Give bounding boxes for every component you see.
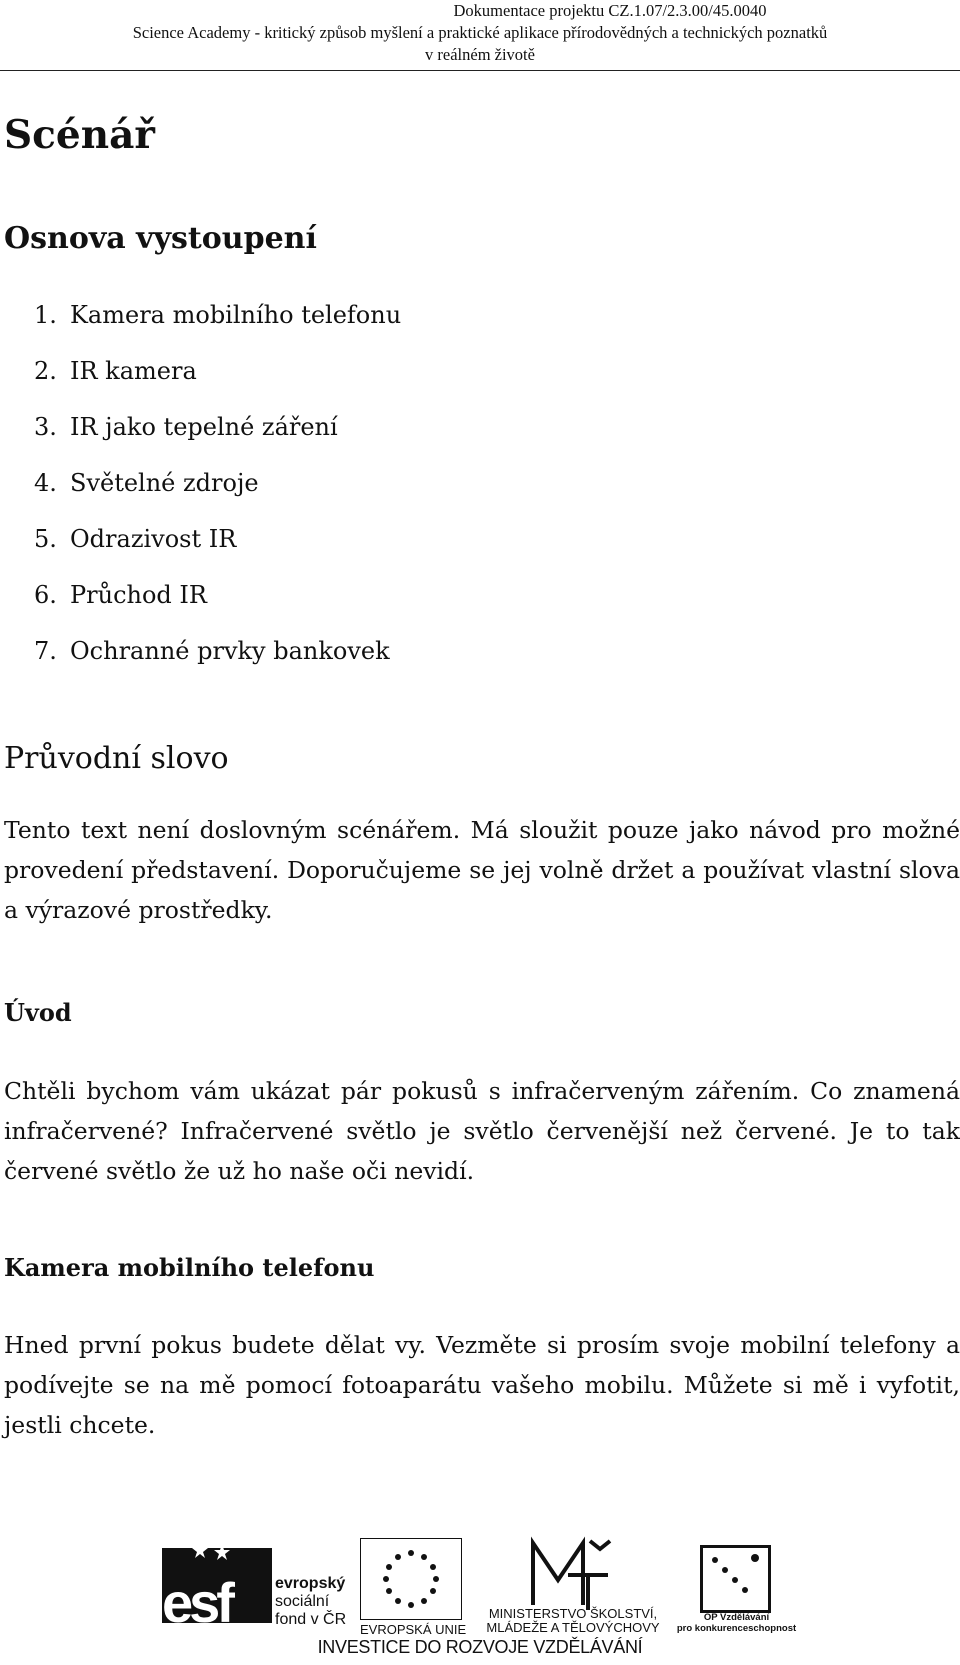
list-item <box>34 580 401 636</box>
op-caption-line: OP Vzdělávání <box>703 1612 770 1623</box>
camera-heading: Kamera mobilního telefonu <box>4 1253 375 1282</box>
intro-heading: Úvod <box>4 998 72 1027</box>
list-item <box>34 468 401 524</box>
list-item-label: Ochranné prvky bankovek <box>70 637 390 665</box>
commentary-paragraph: Tento text není doslovným scénářem. Má sloužit pouze jako návod pro možné provedení představení. Doporučujeme se jej volně držet a používat vlastní slova a výrazové prostředky. <box>4 816 960 924</box>
list-item-number: 1. <box>34 301 57 329</box>
msmt-caption <box>478 1607 668 1635</box>
list-item <box>34 636 401 692</box>
intro-paragraph: Chtěli bychom vám ukázat pár pokusů s infračerveným zářením. Co znamená infračervené? Infračervené světlo je světlo červenější než červené. Je to tak červené světlo že už ho naše oči nevidí. <box>4 1077 960 1185</box>
op-caption-line: pro konkurenceschopnost <box>676 1623 797 1634</box>
camera-paragraph: Hned první pokus budete dělat vy. Vezměte si prosím svoje mobilní telefony a podívejte se na mě pomocí fotoaparátu vašeho mobilu. Můžete si mě i vyfotit, jestli chcete. <box>4 1331 960 1439</box>
eu-flag-logo <box>360 1538 462 1620</box>
list-item-number: 6. <box>34 581 57 609</box>
header-project-id: Dokumentace projektu CZ.1.07/2.3.00/45.0040 <box>453 1 767 20</box>
list-item-number: 4. <box>34 469 57 497</box>
outline-heading: Osnova vystoupení <box>4 221 317 256</box>
list-item-label: Světelné zdroje <box>70 469 259 497</box>
list-item-label: Odrazivost IR <box>70 525 237 553</box>
header-project-title-cont: v reálném životě <box>425 45 535 64</box>
list-item <box>34 524 401 580</box>
esf-caption-line: fond v ČR <box>275 1611 347 1628</box>
list-item <box>34 300 401 356</box>
esf-caption-line: sociální <box>275 1593 330 1610</box>
esf-logo-text: esf <box>162 1571 231 1634</box>
outline-list <box>34 300 401 692</box>
list-item-label: Průchod IR <box>70 581 207 609</box>
page-title: Scénář <box>4 112 155 158</box>
list-item-number: 7. <box>34 637 57 665</box>
list-item-number: 2. <box>34 357 57 385</box>
list-item-label: IR jako tepelné záření <box>70 413 338 441</box>
list-item <box>34 412 401 468</box>
list-item <box>34 356 401 412</box>
op-dots-icon <box>703 1548 768 1610</box>
header-rule <box>0 70 960 71</box>
msmt-caption-line: MLÁDEŽE A TĚLOVÝCHOVY <box>486 1620 660 1635</box>
msmt-caption-line: MINISTERSTVO ŠKOLSTVÍ, <box>488 1606 658 1621</box>
star-icon <box>190 1540 250 1570</box>
list-item-number: 5. <box>34 525 57 553</box>
esf-caption <box>275 1575 346 1629</box>
header-project-title: Science Academy - kritický způsob myšlení a praktické aplikace přírodovědných a technických poznatků <box>132 23 828 42</box>
list-item-label: Kamera mobilního telefonu <box>70 301 402 329</box>
footer-slogan: INVESTICE DO ROZVOJE VZDĚLÁVÁNÍ <box>317 1637 643 1657</box>
list-item-label: IR kamera <box>70 357 197 385</box>
esf-caption-line: evropský <box>275 1575 346 1592</box>
op-logo <box>700 1545 771 1613</box>
commentary-heading: Průvodní slovo <box>4 741 229 776</box>
eu-stars-icon <box>361 1539 461 1619</box>
msmt-logo-icon <box>528 1535 618 1615</box>
eu-label: EVROPSKÁ UNIE <box>360 1622 467 1637</box>
document-header <box>0 0 960 66</box>
op-caption <box>674 1612 799 1634</box>
list-item-number: 3. <box>34 413 57 441</box>
